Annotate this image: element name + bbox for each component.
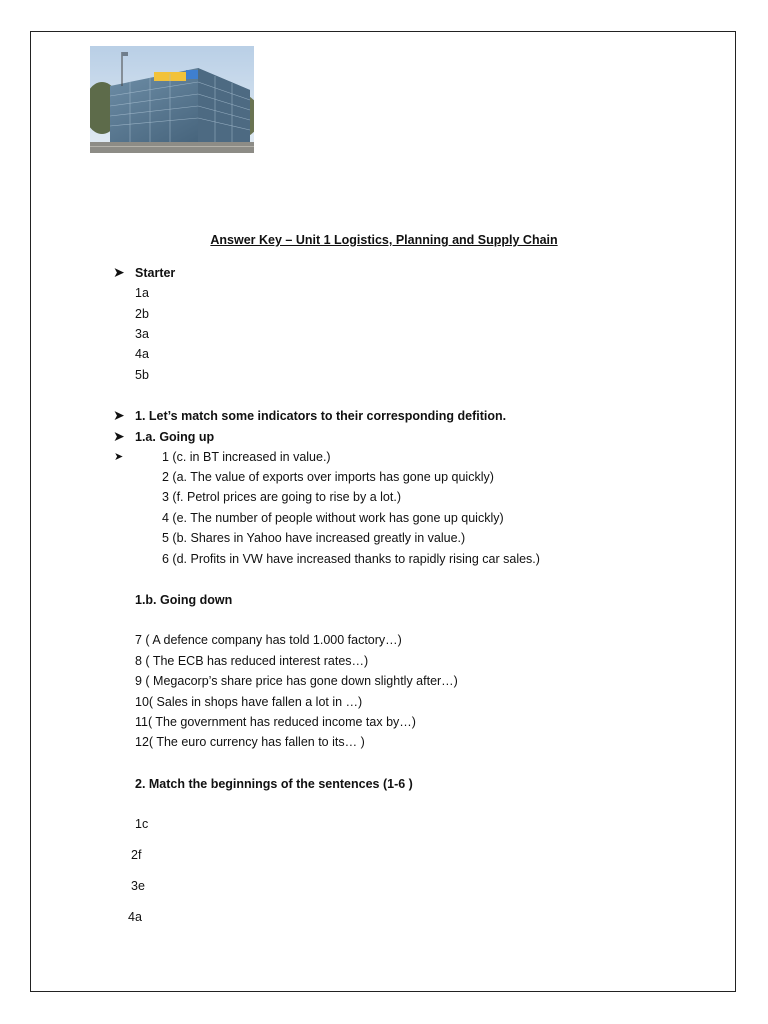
- bullet-arrow-icon: ➤: [113, 264, 125, 280]
- going-down-item: 12( The euro currency has fallen to its… ): [135, 735, 365, 749]
- section1-heading: 1. Let’s match some indicators to their corresponding defition.: [135, 409, 507, 423]
- office-building-photo: [90, 46, 254, 153]
- section2-answer: 1c: [135, 817, 149, 831]
- going-up-item: 1 (c. in BT increased in value.): [162, 450, 331, 464]
- going-down-item: 7 ( A defence company has told 1.000 factory…): [135, 633, 402, 647]
- going-up-item: 6 (d. Profits in VW have increased thanks to rapidly rising car sales.): [162, 552, 540, 566]
- going-up-item: 3 (f. Petrol prices are going to rise by a lot.): [162, 490, 401, 504]
- bullet-arrow-icon: ➤: [113, 428, 125, 444]
- section2-heading: 2. Match the beginnings of the sentences (1-6 ): [135, 777, 413, 791]
- bullet-arrow-icon: ➤: [114, 451, 124, 463]
- starter-answer: 4a: [135, 347, 149, 361]
- starter-answer: 5b: [135, 368, 149, 382]
- starter-answer: 1a: [135, 286, 149, 300]
- starter-answer: 2b: [135, 307, 149, 321]
- section2-answer: 4a: [128, 910, 142, 924]
- going-up-heading: 1.a. Going up: [135, 430, 215, 444]
- page-title: Answer Key – Unit 1 Logistics, Planning and Supply Chain: [210, 233, 558, 247]
- going-up-item: 5 (b. Shares in Yahoo have increased greatly in value.): [162, 531, 466, 545]
- going-down-item: 8 ( The ECB has reduced interest rates…): [135, 654, 369, 668]
- bullet-arrow-icon: ➤: [113, 407, 125, 423]
- going-down-item: 9 ( Megacorp’s share price has gone down slightly after…): [135, 674, 458, 688]
- section2-answer: 3e: [131, 879, 145, 893]
- section2-answer: 2f: [131, 848, 142, 862]
- going-down-item: 11( The government has reduced income tax by…): [135, 715, 416, 729]
- going-up-item: 4 (e. The number of people without work has gone up quickly): [162, 511, 504, 525]
- starter-heading: Starter: [135, 266, 176, 280]
- starter-answer: 3a: [135, 327, 149, 341]
- going-down-heading: 1.b. Going down: [135, 593, 233, 607]
- going-up-item: 2 (a. The value of exports over imports has gone up quickly): [162, 470, 494, 484]
- going-down-item: 10( Sales in shops have fallen a lot in …): [135, 695, 363, 709]
